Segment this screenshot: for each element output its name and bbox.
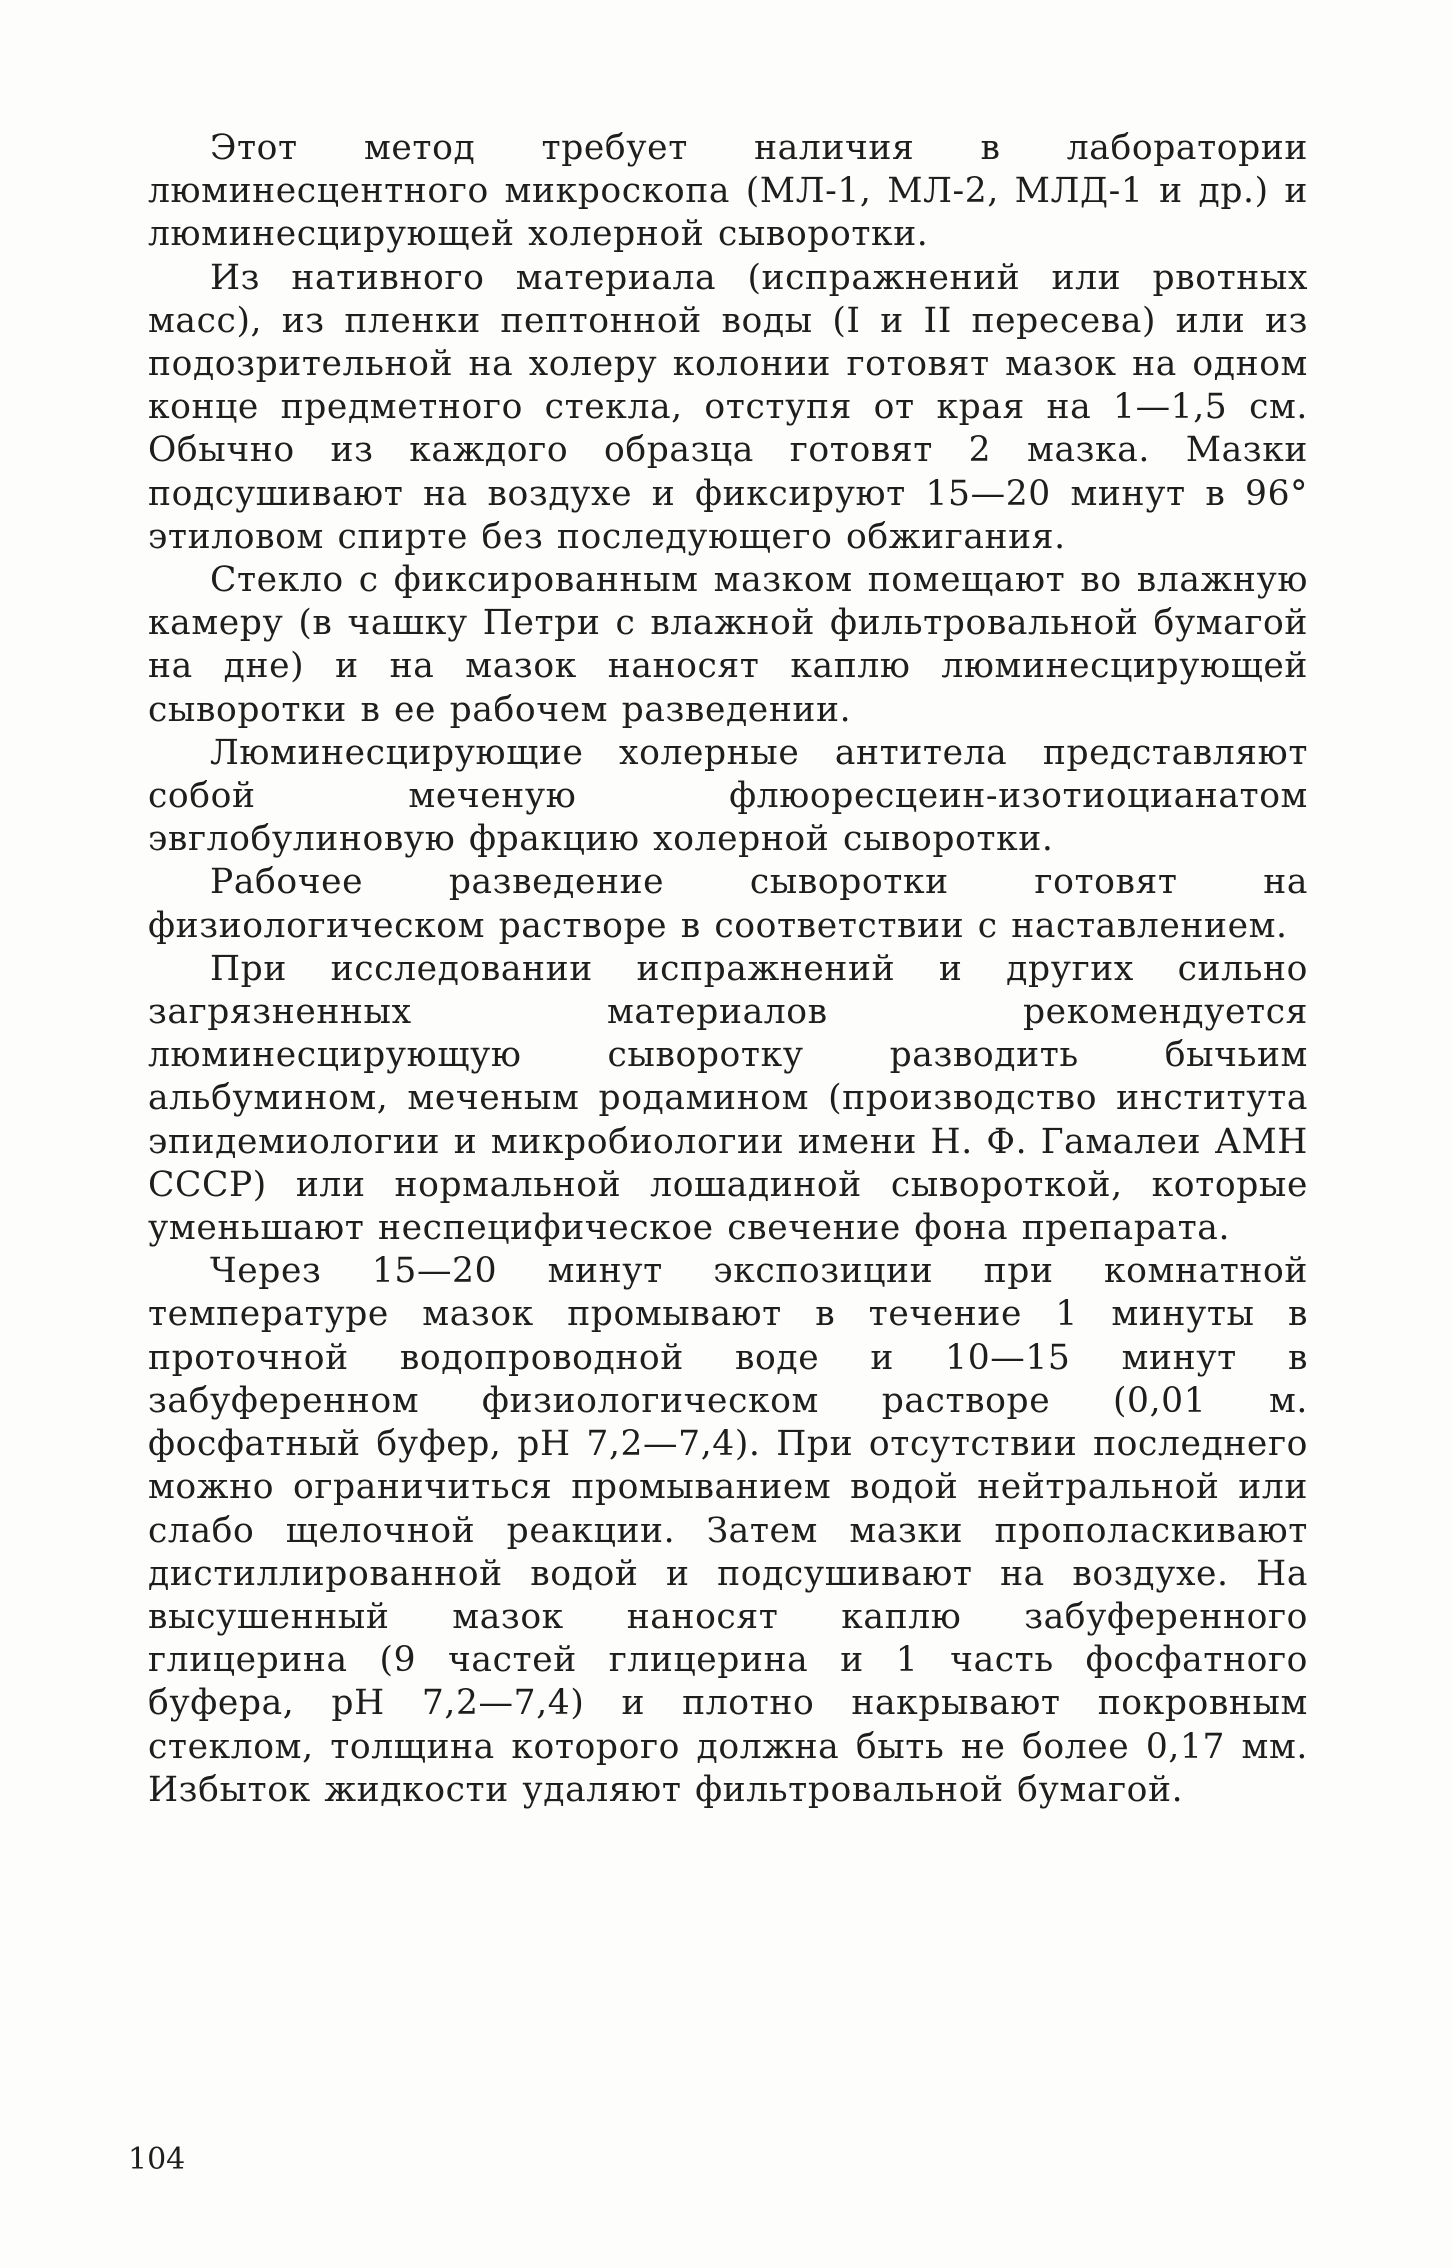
paragraph-1: Этот метод требует наличия в лаборатории люминесцентного микроскопа (МЛ-1, МЛ-2, МЛД-1 и др.) и люминесцирующей холерной сыворотки. xyxy=(148,128,1308,255)
paragraph-2: Из нативного материала (испражнений или рвотных масс), из пленки пептонной воды (I и II пересева) или из подозрительной на холеру колонии готовят мазок на одном конце предметного стекла, отступя от края на 1—1,5 см. Обычно из каждого образца готовят 2 мазка. Мазки подсушивают на воздухе и фиксируют 15—20 минут в 96° этиловом спирте без последующего обжигания. xyxy=(148,257,1308,557)
paragraph-3: Стекло с фиксированным мазком помещают во влажную камеру (в чашку Петри с влажной фильтровальной бумагой на дне) и на мазок наносят каплю люминесцирующей сыворотки в ее рабочем разведении. xyxy=(148,560,1308,730)
paragraph-6: При исследовании испражнений и других сильно загрязненных материалов рекомендуется люминесцирующую сыворотку разводить бычьим альбумином, меченым родамином (производство института эпидемиологии и микробиологии имени Н. Ф. Гамалеи АМН СССР) или нормальной лошадиной сывороткой, которые уменьшают неспецифическое свечение фона препарата. xyxy=(148,948,1308,1249)
paragraph-7: Через 15—20 минут экспозиции при комнатной температуре мазок промывают в течение 1 минуты в проточной водопроводной воде и 10—15 минут в забуференном физиологическом растворе (0,01 м. фосфатный буфер, pH 7,2—7,4). При отсутствии последнего можно ограничиться промыванием водой нейтральной или слабо щелочной реакции. Затем мазки прополаскивают дистиллированной водой и подсушивают на воздухе. На высушенный мазок наносят каплю забуференного глицерина (9 частей глицерина и 1 часть фосфатного буфера, pH 7,2—7,4) и плотно накрывают покровным стеклом, толщина которого должна быть не более 0,17 мм. Избыток жидкости удаляют фильтровальной бумагой. xyxy=(148,1251,1308,1810)
page-number: 104 xyxy=(128,2142,186,2177)
paragraph-5: Рабочее разведение сыворотки готовят на физиологическом растворе в соответствии с наставлением. xyxy=(148,862,1308,946)
paragraph-4: Люминесцирующие холерные антитела представляют собой меченую флюоресцеин-изотиоцианатом эвглобулиновую фракцию холерной сыворотки. xyxy=(148,732,1308,860)
body-text xyxy=(148,127,1308,1812)
